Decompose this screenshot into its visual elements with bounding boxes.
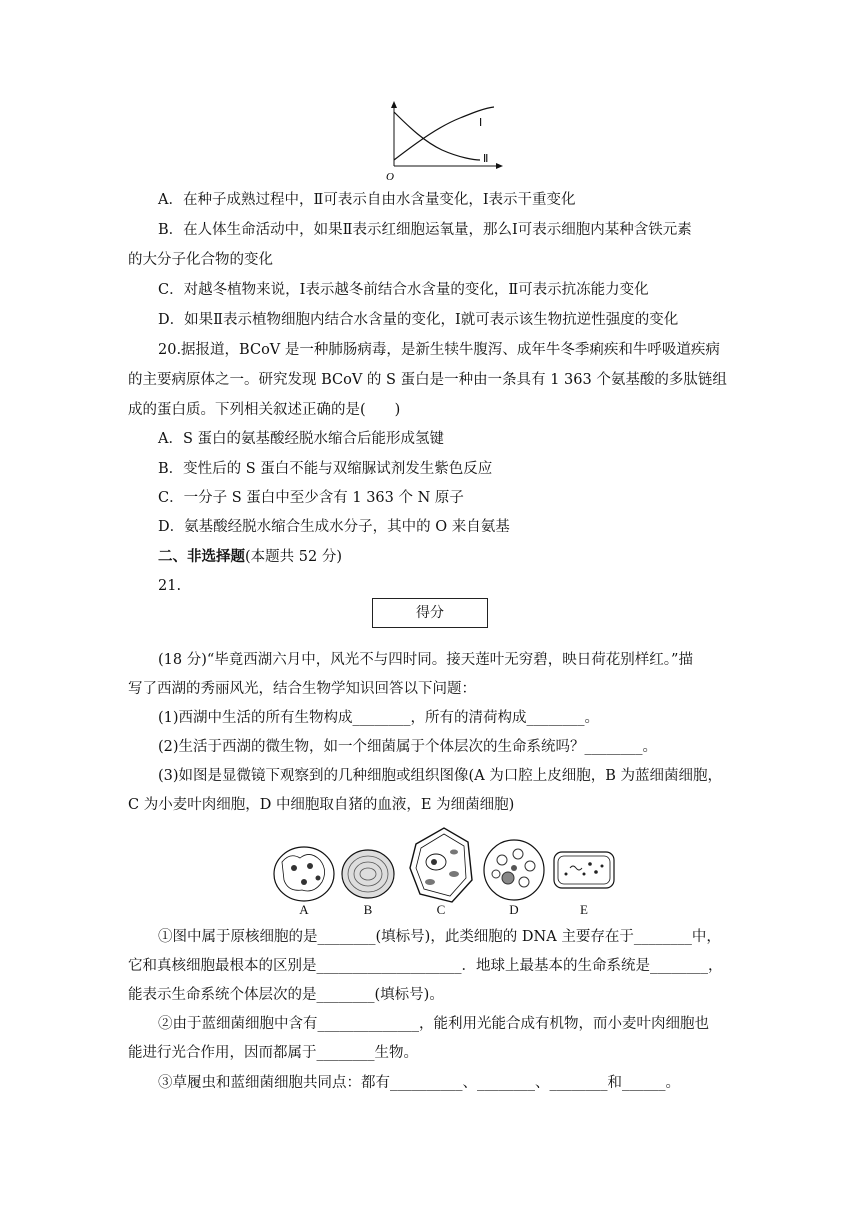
q21-sub-line-1: ①图中属于原核细胞的是________(填标号)，此类细胞的 DNA 主要存在于________中， [158,929,721,945]
cell-a-image [274,847,334,901]
origin-label: O [386,171,394,183]
q21-sub-line-3: 能表示生命系统个体层次的是________(填标号)。 [128,987,444,1003]
q20-stem-line-3: 成的蛋白质。下列相关叙述正确的是( ) [128,402,401,418]
cell-label-a: A [299,902,309,917]
cell-e-image [554,852,614,888]
cell-c-image [410,828,472,902]
q21-line-6: C 为小麦叶肉细胞，D 中细胞取自猪的血液，E 为细菌细胞) [128,797,515,813]
q19-option-b: B．在人体生命活动中，如果Ⅱ表示红细胞运氧量，那么Ⅰ可表示细胞内某种含铁元素 [158,222,692,238]
q20-stem-line-2: 的主要病原体之一。研究发现 BCoV 的 S 蛋白是一种由一条具有 1 363 个氨基酸的多肽链组 [128,372,727,388]
q21-sub-line-5: 能进行光合作用，因而都属于________生物。 [128,1045,418,1061]
q21-line-3: (1)西湖中生活的所有生物构成________，所有的清荷构成________。 [158,710,600,726]
section-heading [158,547,342,567]
cell-label-c: C [436,902,446,917]
q19-option-d: D．如果Ⅱ表示植物细胞内结合水含量的变化，Ⅰ就可表示该生物抗逆性强度的变化 [158,312,679,328]
q20-option-c: C．一分子 S 蛋白中至少含有 1 363 个 N 原子 [158,490,464,506]
q21-line-4: (2)生活于西湖的微生物，如一个细菌属于个体层次的生命系统吗？________。 [158,739,658,755]
y-axis-arrow [391,101,397,108]
cell-d-image [484,840,544,900]
q21-line-5: (3)如图是显微镜下观察到的几种细胞或组织图像(A 为口腔上皮细胞，B 为蓝细菌细胞， [158,768,723,784]
curve-2 [394,112,483,160]
curve-1 [394,107,494,160]
cell-b-image [342,850,394,898]
x-axis-arrow [496,163,503,169]
q21-sub-line-2: 它和真核细胞最根本的区别是____________________．地球上最基本的生命系统是________， [128,958,723,974]
q20-option-d: D．氨基酸经脱水缩合生成水分子，其中的 O 来自氨基 [158,519,510,535]
q19-option-c: C．对越冬植物来说，Ⅰ表示越冬前结合水含量的变化，Ⅱ可表示抗冻能力变化 [158,282,649,298]
section-note: (本题共 52 分) [245,549,342,565]
score-box [372,598,488,628]
q20-option-b: B．变性后的 S 蛋白不能与双缩脲试剂发生紫色反应 [158,461,493,477]
score-label: 得分 [416,605,444,621]
q21-line-2: 写了西湖的秀丽风光，结合生物学知识回答以下问题： [128,681,476,697]
curve-1-label: Ⅰ [479,117,483,129]
cell-label-e: E [580,902,588,917]
cell-label-d: D [509,902,519,917]
q20-option-a: A．S 蛋白的氨基酸经脱水缩合后能形成氢键 [158,431,445,447]
curve-graph-figure [380,100,510,184]
q19-option-a: A．在种子成熟过程中，Ⅱ可表示自由水含量变化，Ⅰ表示干重变化 [158,192,576,208]
q20-stem-line-1: 20.据报道，BCoV 是一种肺肠病毒，是新生犊牛腹泻、成年牛冬季痢疾和牛呼吸道疾病 [158,342,720,358]
q21-number: 21. [158,578,182,594]
q19-option-b-cont: 的大分子化合物的变化 [128,252,273,268]
curve-2-label: Ⅱ [483,153,489,165]
q21-line-1: (18 分)“毕竟西湖六月中，风光不与四时同。接天莲叶无穷碧，映日荷花别样红。”描 [158,652,693,668]
section-title: 二、非选择题 [158,548,245,565]
q21-sub-line-6: ③草履虫和蓝细菌细胞共同点：都有__________、________、________和______。 [158,1075,680,1091]
cell-label-b: B [363,902,373,917]
q21-sub-line-4: ②由于蓝细菌细胞中含有______________，能利用光能合成有机物，而小麦叶肉细胞也 [158,1016,709,1032]
